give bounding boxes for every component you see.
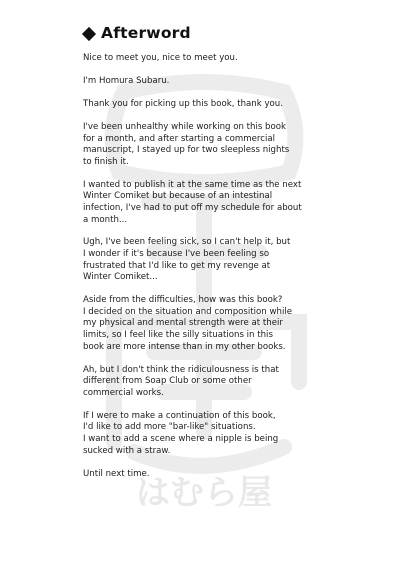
text-line: book are more intense than in my other books. xyxy=(83,341,286,352)
paragraph xyxy=(83,411,333,457)
text-line: I want to add a scene where a nipple is being xyxy=(83,433,279,444)
paragraph xyxy=(83,180,333,226)
text-line: I decided on the situation and composition while xyxy=(83,306,293,317)
text-line: Winter Comiket but because of an intestinal xyxy=(83,191,273,202)
paragraph xyxy=(83,469,333,481)
text-line: Aside from the difficulties, how was this book? xyxy=(83,295,283,306)
page-title: Afterword xyxy=(101,24,191,42)
text-line: limits, so I feel like the silly situations in this xyxy=(83,330,273,341)
paragraph xyxy=(83,53,333,65)
afterword-body xyxy=(83,53,333,492)
paragraph xyxy=(83,295,333,353)
text-line: frustrated that I'd like to get my revenge at xyxy=(83,260,271,271)
paragraph xyxy=(83,99,333,111)
watermark-text: はむら屋 xyxy=(136,473,272,512)
diamond-bullet-icon xyxy=(82,26,96,40)
text-line: Until next time. xyxy=(83,468,150,479)
title-row xyxy=(84,24,191,42)
text-line: I'd like to add more "bar-like" situations. xyxy=(83,422,256,433)
paragraph xyxy=(83,365,333,400)
text-line: Winter Comiket... xyxy=(83,272,158,283)
text-line: different from Soap Club or some other xyxy=(83,376,252,387)
paragraph xyxy=(83,237,333,283)
text-line: Ugh, I've been feeling sick, so I can't help it, but xyxy=(83,237,291,248)
text-line: to finish it. xyxy=(83,156,129,167)
text-line: a month... xyxy=(83,214,128,225)
text-line: I wonder if it's because I've been feeling so xyxy=(83,249,270,260)
text-line: manuscript, I stayed up for two sleepless nights xyxy=(83,145,290,156)
text-line: I've been unhealthy while working on this book xyxy=(83,121,287,132)
text-line: for a month, and after starting a commercial xyxy=(83,133,276,144)
text-line: Ah, but I don't think the ridiculousness is that xyxy=(83,364,279,375)
text-line: commercial works. xyxy=(83,387,164,398)
text-line: I'm Homura Subaru. xyxy=(83,75,170,86)
text-line: my physical and mental strength were at their xyxy=(83,318,283,329)
text-line: infection, I've had to put off my schedule for about xyxy=(83,202,302,213)
paragraph xyxy=(83,122,333,168)
text-line: I wanted to publish it at the same time as the next xyxy=(83,179,302,190)
text-line: Thank you for picking up this book, thank you. xyxy=(83,98,283,109)
text-line: sucked with a straw. xyxy=(83,445,171,456)
paragraph xyxy=(83,76,333,88)
text-line: Nice to meet you, nice to meet you. xyxy=(83,53,238,63)
text-line: If I were to make a continuation of this book, xyxy=(83,410,276,421)
